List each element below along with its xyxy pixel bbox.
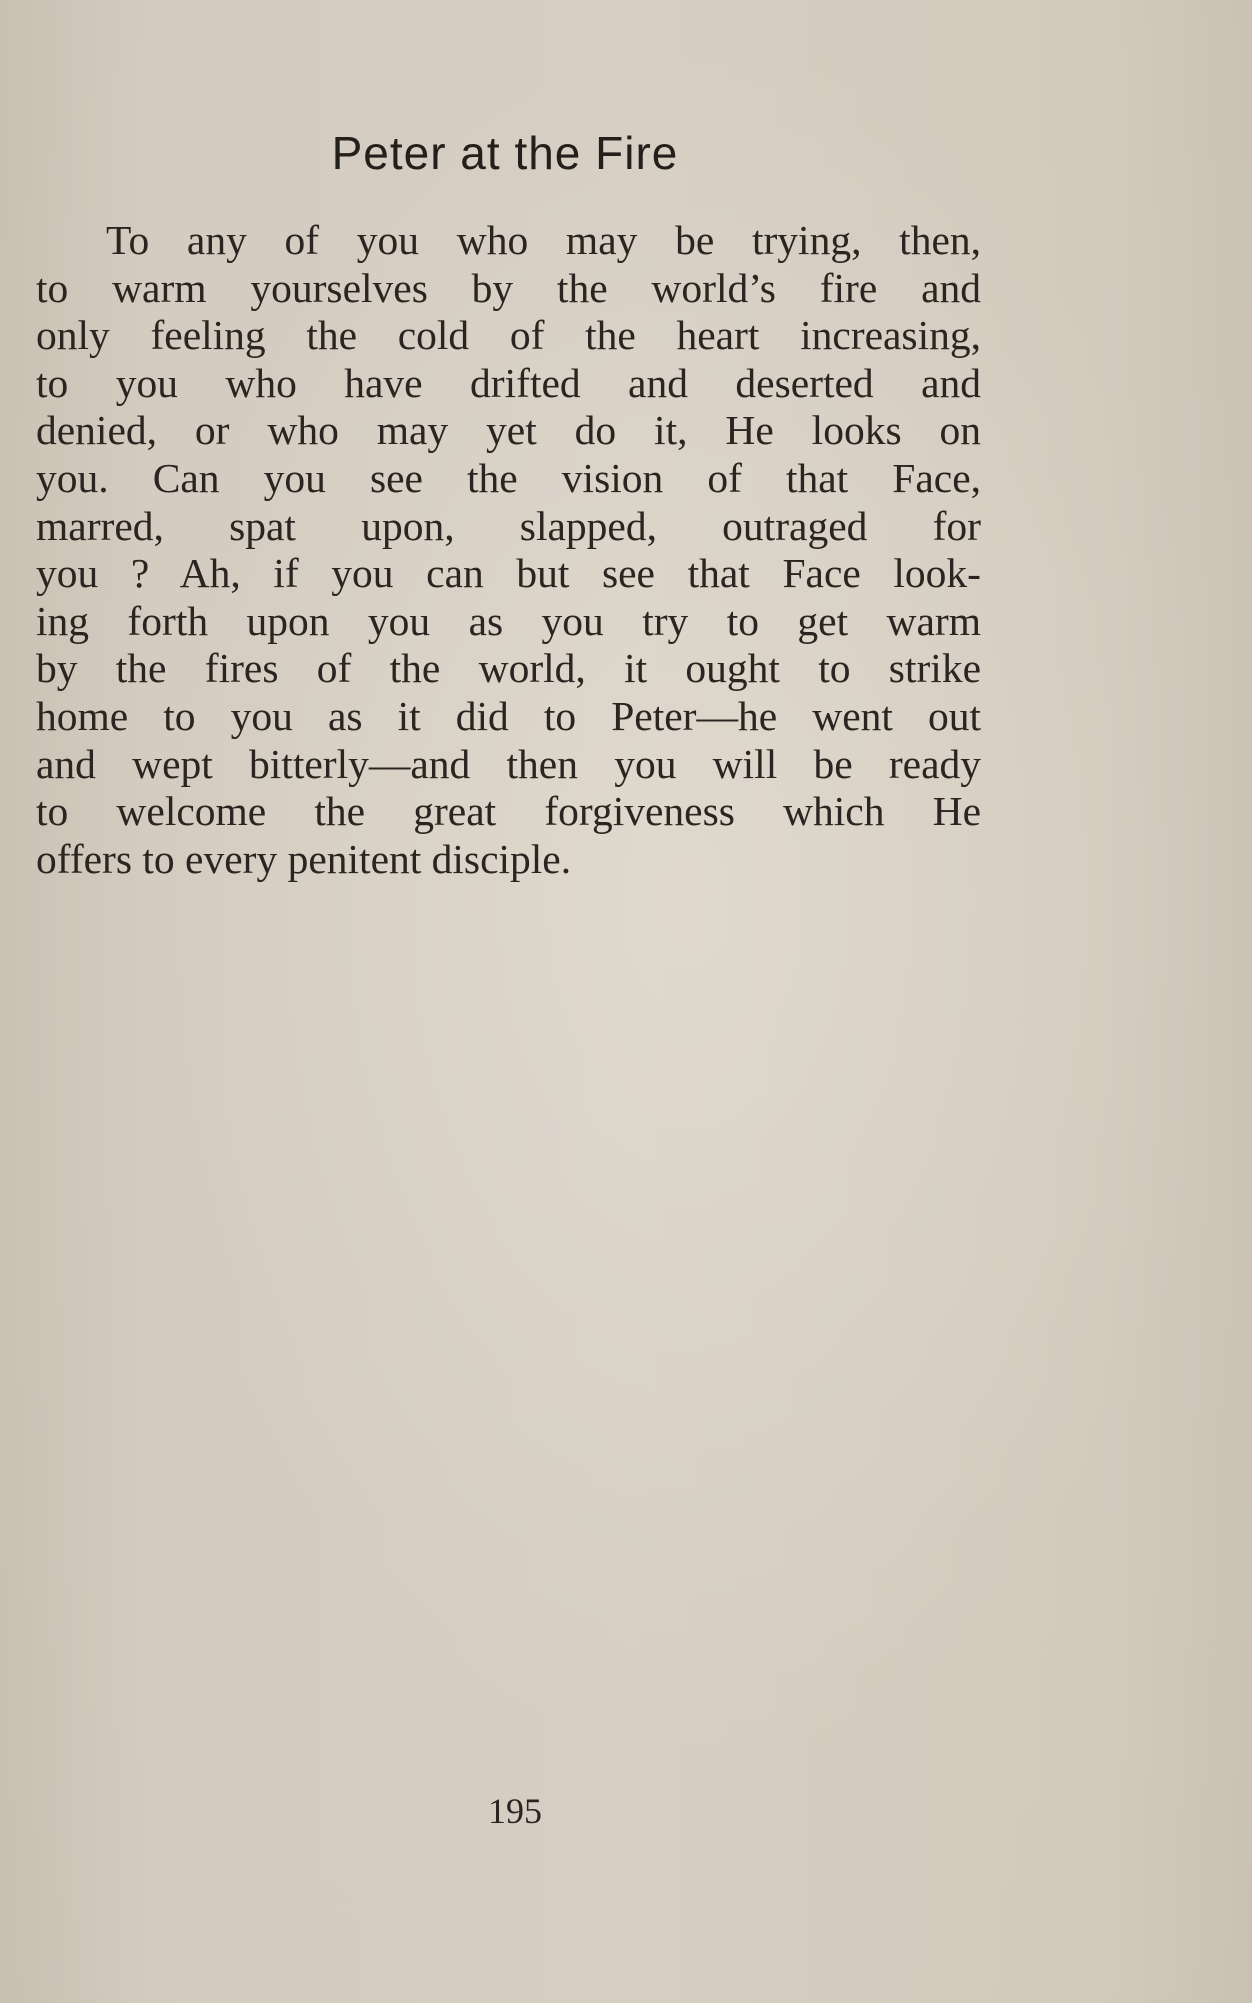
paragraph-line: denied, or who may yet do it, He looks on (36, 407, 981, 454)
paragraph-line: to you who have drifted and deserted and (36, 359, 981, 406)
paragraph-line: and wept bitterly—and then you will be ready (36, 740, 981, 787)
paragraph-line: marred, spat upon, slapped, outraged for (36, 502, 981, 549)
paragraph-line: offers to every penitent disciple. (36, 835, 572, 882)
paragraph-line: to warm yourselves by the world’s fire and (36, 264, 981, 311)
paragraph-line: only feeling the cold of the heart increasing, (36, 312, 981, 359)
paragraph-line: you ? Ah, if you can but see that Face look- (36, 550, 981, 597)
paragraph-line: to welcome the great forgiveness which He (36, 788, 981, 835)
body-paragraph (36, 217, 981, 883)
paragraph-line: you. Can you see the vision of that Face, (36, 454, 981, 501)
paragraph-line: by the fires of the world, it ought to strike (36, 645, 981, 692)
paragraph-line: home to you as it did to Peter—he went out (36, 692, 981, 739)
page-number: 195 (488, 1791, 542, 1831)
paragraph-line: To any of you who may be trying, then, (106, 217, 981, 263)
paragraph-line: ing forth upon you as you try to get warm (36, 597, 981, 644)
running-head-title: Peter at the Fire (331, 127, 679, 179)
